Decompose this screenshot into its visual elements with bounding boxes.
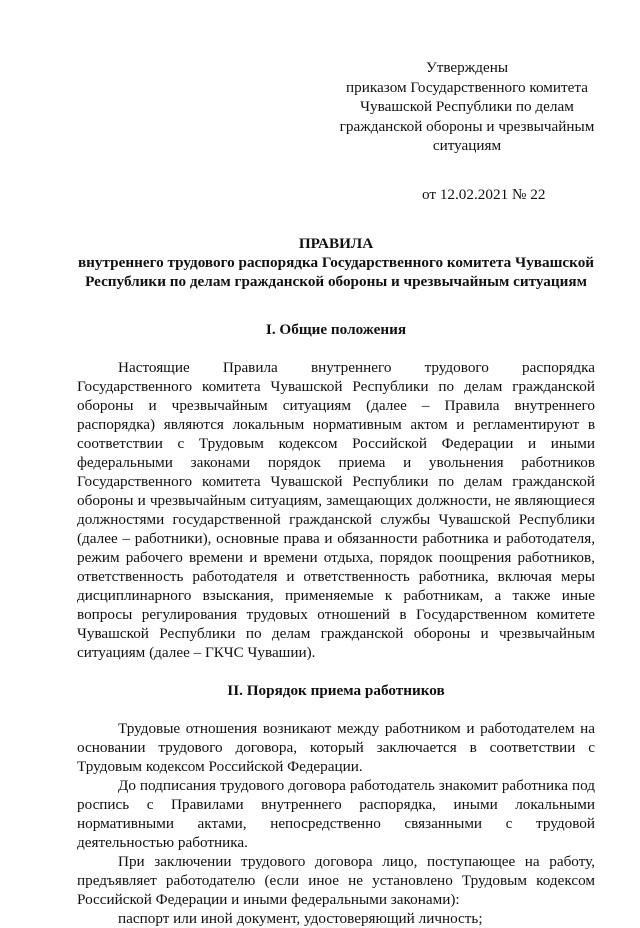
document-title: ПРАВИЛА [298, 235, 374, 252]
paragraph-passport: паспорт или иной документ, удостоверяющий личность; [118, 910, 483, 927]
approval-line: Чувашской Республики по делам [360, 98, 574, 115]
approval-line: Утверждены [425, 59, 509, 76]
section-heading-general: I. Общие положения [265, 321, 407, 338]
section-heading-hiring: II. Порядок приема работников [227, 682, 445, 699]
approval-date: от 12.02.2021 № 22 [422, 185, 546, 203]
subtitle-line: Республики по делам гражданской обороны и чрезвычайным ситуациям [85, 273, 587, 290]
paragraph-labor-relations: Трудовые отношения возникают между работником и работодателем на основании трудового договора, который заключается в соответствии с Трудовым кодексом Российской Федерации. [77, 720, 595, 775]
approval-line: гражданской обороны и чрезвычайным [339, 117, 595, 135]
paragraph-signing-contract: До подписания трудового договора работодатель знакомит работника под роспись с Правилами внутреннего распорядка, иными локальными нормативными актами, непосредственно связанными с трудовой деятельностью работника. [77, 777, 595, 851]
subtitle-line: внутреннего трудового распорядка Государственного комитета Чувашской [77, 254, 595, 271]
approval-line: ситуациям [432, 137, 502, 154]
approval-line: приказом Государственного комитета [346, 78, 588, 96]
document-subtitle [77, 253, 595, 291]
paragraph-general-provisions: Настоящие Правила внутреннего трудового распорядка Государственного комитета Чувашской Республики по делам гражданской обороны и чрезвычайным ситуациям (далее – Правила внутреннего распорядка) являются локальным нормативным актом и регламентируют в соответствии с Трудовым кодексом Российской Федерации и иными федеральными законами порядок приема и увольнения работников Государственного комитета Чувашской Республики по делам гражданской обороны и чрезвычайным ситуациям, замещающих должности, не являющиеся должностями государственной гражданской службы Чувашской Республики (далее – работники), основные права и обязанности работника и работодателя, режим рабочего времени и времени отдыха, порядок поощрения работников, ответственность работодателя и ответственность работника, включая меры дисциплинарного взыскания, применяемые к работникам, а также иные вопросы регулирования трудовых отношений в Государственном комитете Чувашской Республики по делам гражданской обороны и чрезвычайным ситуациям (далее – ГКЧС Чувашии). [77, 359, 595, 661]
approval-block [332, 58, 602, 156]
paragraph-documents-required: При заключении трудового договора лицо, поступающее на работу, предъявляет работодателю (если иное не установлено Трудовым кодексом Российской Федерации и иными федеральными законами): [77, 853, 595, 908]
